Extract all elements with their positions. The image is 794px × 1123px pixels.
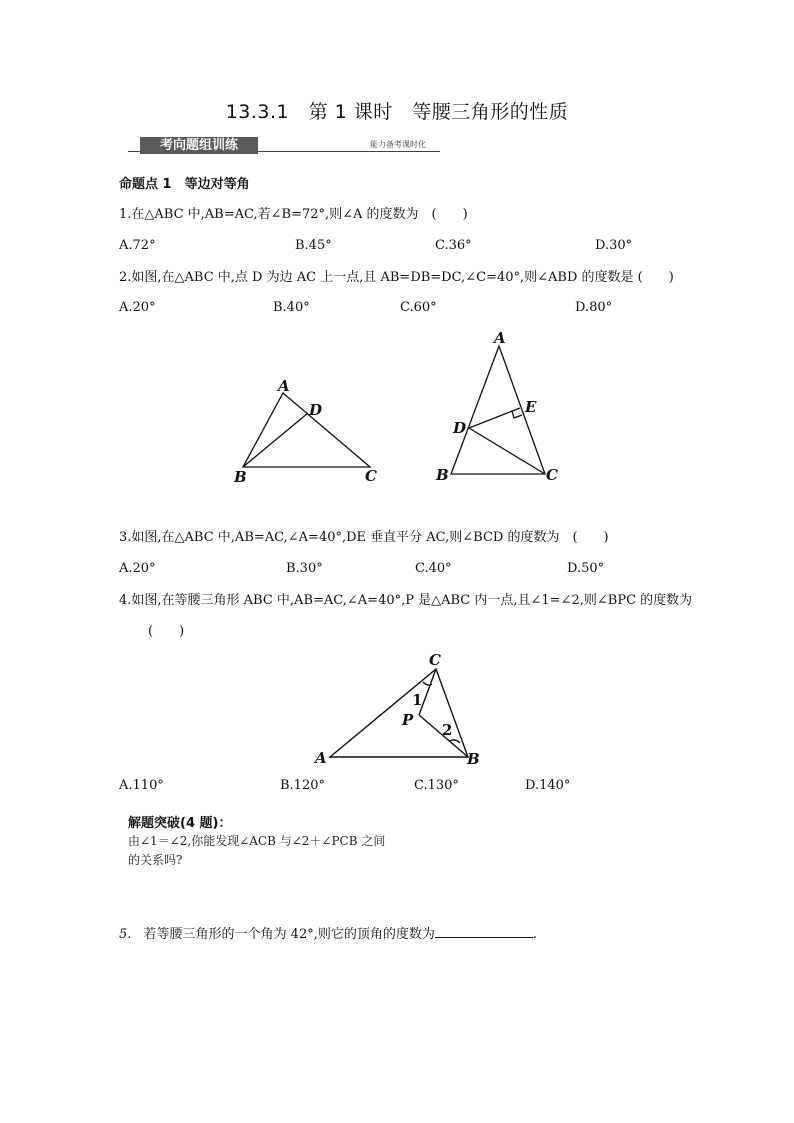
question-5-end: . [532, 927, 537, 942]
q2-option-d: D.80° [575, 300, 613, 315]
q3-option-a: A.20° [119, 561, 156, 576]
label-d: D [309, 401, 323, 419]
label-a: A [278, 378, 290, 395]
hint-title: 解题突破(4 题)： [128, 816, 232, 831]
question-4-stem: 4.如图,在等腰三角形 ABC 中,AB=AC,∠A=40°,P 是△ABC 内一点,且∠1=∠2,则∠BPC 的度数为 [119, 593, 693, 608]
q3-option-c: C.40° [415, 561, 452, 576]
q4-option-a: A.110° [119, 778, 164, 793]
hint-line-1: 由∠1＝∠2,你能发现∠ACB 与∠2＋∠PCB 之间 [128, 834, 386, 848]
segment-bd [243, 413, 308, 467]
section-banner: 考向题组训练 [140, 137, 258, 154]
figure-q3-triangle [430, 325, 570, 490]
answer-blank[interactable] [435, 925, 533, 938]
hint-line-2: 的关系吗? [128, 853, 183, 867]
page-title: 13.3.1 第 1 课时 等腰三角形的性质 [225, 101, 569, 123]
label-e: E [525, 398, 537, 416]
section-heading: 命题点 1 等边对等角 [119, 177, 250, 192]
q2-option-a: A.20° [119, 300, 156, 315]
question-2-stem: 2.如图,在△ABC 中,点 D 为边 AC 上一点,且 AB=DB=DC,∠C=40°,则∠ABD 的度数是 ( ) [119, 270, 674, 285]
banner-tag: 能力备考课时化 [370, 140, 426, 149]
q3-option-d: D.50° [567, 561, 605, 576]
label-b: B [467, 750, 480, 768]
q1-option-c: C.36° [435, 238, 472, 253]
question-4-paren: ( ) [148, 624, 185, 639]
q1-option-a: A.72° [119, 238, 156, 253]
question-5 [119, 925, 537, 943]
label-d: D [453, 419, 467, 437]
q4-option-c: C.130° [414, 778, 459, 793]
q2-option-b: B.40° [273, 300, 310, 315]
question-5-number: 5. [119, 927, 132, 942]
q1-option-d: D.30° [595, 238, 633, 253]
label-c: C [429, 651, 441, 669]
label-a: A [494, 329, 506, 347]
label-c: C [546, 466, 558, 484]
q1-option-b: B.45° [295, 238, 332, 253]
label-b: B [234, 468, 247, 486]
q3-option-b: B.30° [286, 561, 323, 576]
label-angle-1: 1 [412, 691, 423, 709]
triangle-abc [330, 669, 468, 757]
question-5-stem: 若等腰三角形的一个角为 42°,则它的顶角的度数为 [143, 927, 435, 942]
question-3-stem: 3.如图,在△ABC 中,AB=AC,∠A=40°,DE 垂直平分 AC,则∠BCD 的度数为 ( ) [119, 530, 609, 545]
right-angle-mark [512, 411, 522, 418]
figure-q2-triangle [220, 378, 390, 488]
triangle-abc [243, 393, 370, 467]
label-c: C [365, 467, 377, 485]
label-a: A [315, 749, 327, 767]
q4-option-b: B.120° [280, 778, 325, 793]
label-angle-2: 2 [442, 721, 453, 739]
segment-dc [469, 428, 545, 474]
label-b: B [436, 466, 449, 484]
q2-option-c: C.60° [400, 300, 437, 315]
figure-q4-triangle [310, 647, 490, 769]
label-p: P [402, 711, 414, 729]
question-1-stem: 1.在△ABC 中,AB=AC,若∠B=72°,则∠A 的度数为 ( ) [119, 207, 468, 222]
q4-option-d: D.140° [525, 778, 571, 793]
